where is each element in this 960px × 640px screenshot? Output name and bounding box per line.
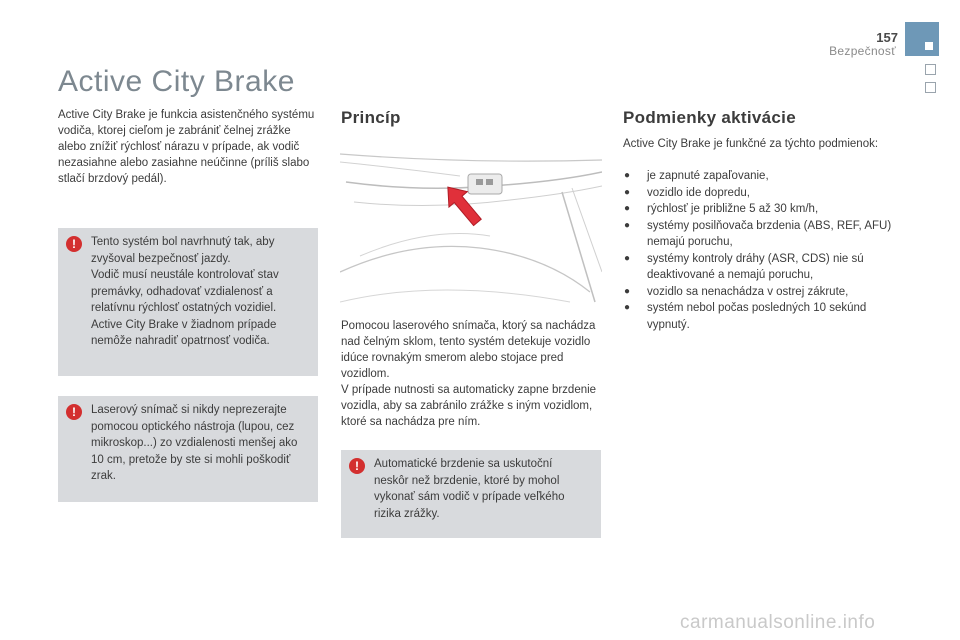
warning-exclamation-icon: ! [66, 236, 82, 252]
list-item: ● je zapnuté zapaľovanie, [623, 168, 895, 185]
bullet-icon: ● [624, 302, 631, 313]
list-item: ● systém nebol počas posledných 10 sekúnd vypnutý. [624, 302, 867, 331]
podmienky-heading: Podmienky aktivácie [623, 108, 796, 127]
conditions-list [623, 168, 895, 333]
warning-box [341, 450, 601, 538]
chapter-tab[interactable] [925, 82, 936, 93]
princip-heading: Princíp [341, 108, 401, 127]
list-item: ● systémy kontroly dráhy (ASR, CDS) nie sú deaktivované a nemajú poruchu, [624, 252, 864, 281]
list-item: ● rýchlosť je približne 5 až 30 km/h, [623, 201, 895, 218]
princip-paragraph: Pomocou laserového snímača, ktorý sa nachádza nad čelným sklom, tento systém detekuje vozidlo idúce rovnakým smerom alebo stojace pred vozidlom. V prípade nutnosti sa automaticky zapne brzdenie vozidla, aby sa zabránilo zrážke s iným vozidlom, ktoré sa nachádza pre ním. [341, 320, 597, 428]
warning-exclamation-icon: ! [349, 458, 365, 474]
warning-text: Laserový snímač si nikdy neprezerajte pomocou optického nástroja (lupou, cez mikroskop...) zo vzdialenosti menšej ako 10 cm, pretože by ste si mohli poškodiť zrak. [91, 404, 298, 482]
bullet-icon: ● [624, 252, 631, 264]
page-number: 157 [876, 30, 898, 45]
section-label: Bezpečnosť [829, 44, 896, 58]
bullet-icon: ● [624, 186, 631, 198]
list-item: ● vozidlo sa nenachádza v ostrej zákrute, [623, 284, 895, 301]
list-item: ● systémy posilňovača brzdenia (ABS, REF, AFU) nemajú poruchu, [624, 219, 892, 248]
bullet-icon: ● [624, 219, 631, 231]
warning-text: Tento systém bol navrhnutý tak, aby zvyšoval bezpečnosť jazdy. Vodič musí neustále kontrolovať stav premávky, odhadovať vzdialenosť a relatívnu rýchlosť ostatných vozidiel. Active City Brake v žiadnom prípade nemôže nahradiť opatrnosť vodiča. [91, 236, 279, 347]
list-item: ● vozidlo ide dopredu, [623, 185, 895, 202]
conditions-intro: Active City Brake je funkčné za týchto podmienok: [623, 138, 879, 150]
chapter-tab-active[interactable] [905, 22, 939, 56]
intro-paragraph: Active City Brake je funkcia asistenčného systému vodiča, ktorej cieľom je zabrániť čelnej zrážke alebo znížiť rýchlosť nárazu v prípade, ak vodič nezasiahne alebo zasiahne neúčinne (príliš slabo stlačí brzdový pedál). [58, 109, 315, 185]
car-windshield-illustration [340, 152, 602, 308]
warning-box [58, 228, 318, 376]
bullet-icon: ● [624, 203, 631, 214]
tab-square-icon [925, 42, 933, 50]
bullet-icon: ● [624, 285, 631, 297]
warning-box [58, 396, 318, 502]
warning-text: Automatické brzdenie sa uskutoční neskôr než brzdenie, ktoré by mohol vykonať sám vodič v prípade veľkého rizika zrážky. [374, 458, 565, 520]
warning-exclamation-icon: ! [66, 404, 82, 420]
chapter-tab[interactable] [925, 64, 936, 75]
watermark: carmanualsonline.info [680, 612, 876, 633]
page-title: Active City Brake [58, 65, 295, 98]
bullet-icon: ● [624, 170, 631, 181]
